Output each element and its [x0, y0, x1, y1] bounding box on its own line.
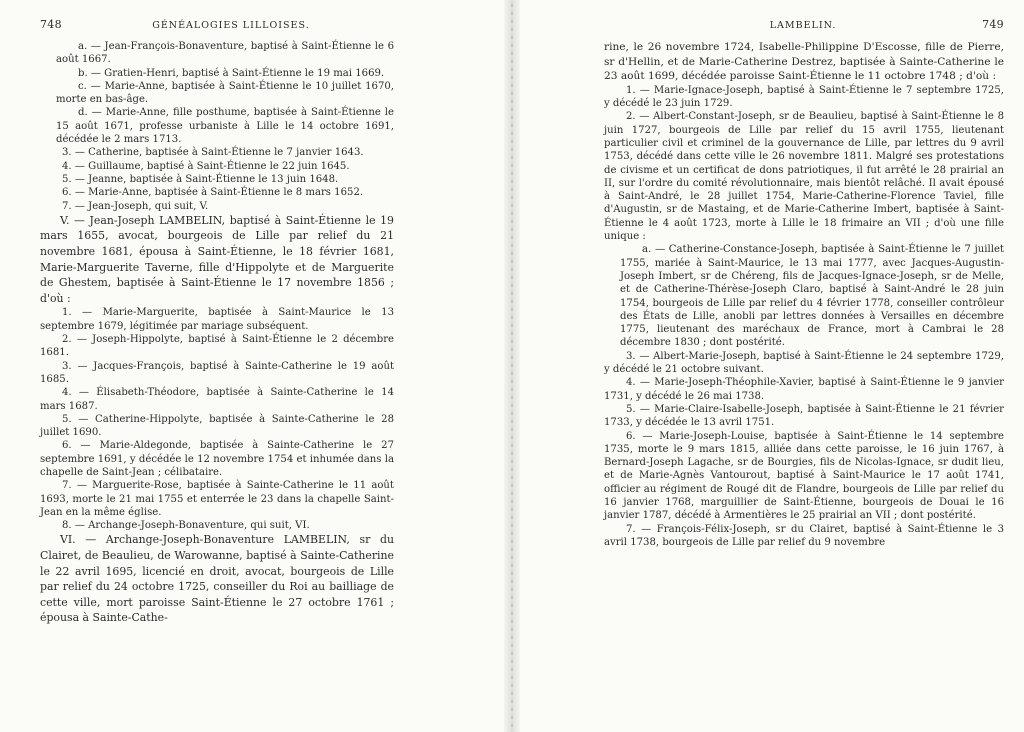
list-item: a. — Catherine-Constance-Joseph, baptisée à Saint-Étienne le 7 juillet 1755, mariée à Saint-Maurice, le 13 mai 1777, avec Jacques-Augustin-Joseph Imbert, sr de Chéreng, fils de Jacques-Ignace-Joseph, sr de Melle, et de Catherine-Thérèse-Joseph Claro, baptisé à Saint-André le 28 juin 1754, bourgeois de Lille par relief du 4 février 1778, conseiller contrôleur des États de Lille, anobli par lettres données à Versailles en décembre 1775, lieutenant des maréchaux de France, mort à Cambrai le 28 décembre 1830 ; dont postérité. [620, 244, 1004, 349]
list-item: 6. — Marie-Joseph-Louise, baptisée à Saint-Étienne le 14 septembre 1735, morte le 9 mars 1815, alliée dans cette paroisse, le 16 juin 1767, à Bernard-Joseph Lagache, sr de Bourgies, fils de Nicolas-Ignace, sr dudit lieu, et de Marie-Agnès Vantourout, baptisé à Saint-Maurice le 17 août 1741, officier au régiment de Rougé dit de Flandre, bourgeois de Lille par relief du 16 janvier 1768, marguillier de Saint-Étienne, bourgeois de Douai le 16 janvier 1787, décédé à Armentières le 25 prairial an VII ; dont postérité. [604, 430, 1004, 522]
list-item: 7. — Marguerite-Rose, baptisée à Sainte-Catherine le 11 août 1693, morte le 21 mai 1755 et enterrée le 23 dans la chapelle Saint-Jean en la même église. [40, 480, 394, 518]
page-number: 749 [982, 18, 1004, 31]
list-item: 1. — Marie-Ignace-Joseph, baptisé à Saint-Étienne le 7 septembre 1725, y décédé le 23 juin 1729. [604, 84, 1004, 110]
right-page [520, 0, 1024, 732]
generation-vi-paragraph: VI. — Archange-Joseph-Bonaventure LAMBELIN, sr du Clairet, de Beaulieu, de Warowanne, baptisé à Sainte-Catherine le 22 avril 1695, licencié en droit, avocat, bourgeois de Lille par relief du 24 octobre 1725, conseiller du Roi au bailliage de cette ville, mort paroisse Saint-Étienne le 27 octobre 1761 ; épousa à Sainte-Cathe- [40, 533, 394, 625]
list-item: 5. — Catherine-Hippolyte, baptisée à Sainte-Catherine le 28 juillet 1690. [40, 413, 394, 439]
left-page [0, 0, 504, 732]
list-item: 8. — Archange-Joseph-Bonaventure, qui suit, VI. [62, 520, 310, 532]
list-item: 5. — Marie-Claire-Isabelle-Joseph, baptisée à Saint-Étienne le 21 février 1733, y décédée le 13 avril 1751. [604, 403, 1004, 429]
list-item: 4. — Guillaume, baptisé à Saint-Étienne le 22 juin 1645. [62, 160, 350, 172]
list-item: 4. — Marie-Joseph-Théophile-Xavier, baptisé à Saint-Étienne le 9 janvier 1731, y décédé le 26 mai 1738. [604, 377, 1004, 402]
list-item: 1. — Marie-Marguerite, baptisée à Saint-Maurice le 13 septembre 1679, légitimée par mariage subséquent. [40, 307, 394, 332]
running-title: GÉNÉALOGIES LILLOISES. [152, 20, 310, 31]
left-page-header [40, 18, 420, 40]
list-item: b. — Gratien-Henri, baptisé à Saint-Étienne le 19 mai 1669. [78, 67, 385, 79]
list-item: 6. — Marie-Aldegonde, baptisée à Sainte-Catherine le 27 septembre 1691, y décédée le 12 novembre 1754 et inhumée dans la chapelle de Saint-Jean ; célibataire. [40, 440, 394, 478]
list-item: a. — Jean-François-Bonaventure, baptisé à Saint-Étienne le 6 août 1667. [56, 41, 394, 66]
list-item: 2. — Joseph-Hippolyte, baptisé à Saint-Étienne le 2 décembre 1681. [40, 334, 394, 359]
list-item: 3. — Jacques-François, baptisé à Sainte-Catherine le 19 août 1685. [40, 360, 394, 385]
running-title: LAMBELIN. [769, 20, 837, 31]
list-item: 2. — Albert-Constant-Joseph, sr de Beaulieu, baptisé à Saint-Étienne le 8 juin 1727, bourgeois de Lille par relief du 15 avril 1755, lieutenant particulier civil et criminel de la gouvernance de Lille, par lettres du 9 avril 1753, décédé dans cette ville le 26 novembre 1811. Malgré ses protestations de civisme et un certificat de dons patriotiques, il fut arrêté le 28 prairial an II, sur l'ordre du comité révolutionnaire, mais bientôt relâché. Il avait épousé à Saint-André, le 28 juillet 1754, Marie-Catherine-Florence Taviel, fille d'Augustin, sr de Mastaing, et de Marie-Catherine Imbert, baptisée à Saint-Étienne le 4 août 1723, morte à Lille le 18 frimaire an VII ; d'où une fille unique : [604, 111, 1004, 243]
list-item: 4. — Élisabeth-Théodore, baptisée à Sainte-Catherine le 14 mars 1687. [40, 387, 394, 412]
page-number: 748 [40, 18, 62, 31]
right-entries [604, 40, 1004, 549]
list-item: 3. — Albert-Marie-Joseph, baptisé à Saint-Étienne le 24 septembre 1729, y décédé le 21 octobre suivant. [604, 350, 1004, 376]
list-item: 7. — Jean-Joseph, qui suit, V. [62, 200, 209, 212]
left-entries [40, 40, 394, 626]
list-item: d. — Marie-Anne, fille posthume, baptisée à Saint-Étienne le 15 août 1671, professe urbaniste à Lille le 14 octobre 1691, décédée le 2 mars 1713. [56, 107, 394, 146]
generation-v-paragraph: V. — Jean-Joseph LAMBELIN, baptisé à Saint-Étienne le 19 mars 1655, avocat, bourgeois de Lille par relief du 21 novembre 1681, épousa à Saint-Étienne, le 18 février 1681, Marie-Marguerite Taverne, fille d'Hippolyte et de Marguerite de Ghestem, baptisée à Saint-Étienne le 17 novembre 1856 ; d'où : [40, 213, 394, 305]
list-item: 3. — Catherine, baptisée à Saint-Étienne le 7 janvier 1643. [62, 147, 364, 159]
list-item: c. — Marie-Anne, baptisée à Saint-Étienne le 10 juillet 1670, morte en bas-âge. [56, 80, 394, 106]
continuation-paragraph: rine, le 26 novembre 1724, Isabelle-Philippine D'Escosse, fille de Pierre, sr d'Hellin, et de Marie-Catherine Destrez, baptisée à Sainte-Catherine le 23 août 1699, décédée paroisse Saint-Étienne le 11 octobre 1748 ; d'où : [604, 41, 1004, 83]
right-page-header [604, 18, 1004, 40]
list-item: 6. — Marie-Anne, baptisée à Saint-Étienne le 8 mars 1652. [62, 187, 364, 199]
list-item: 7. — François-Félix-Joseph, sr du Clairet, baptisé à Saint-Étienne le 3 avril 1738, bourgeois de Lille par relief du 9 novembre [604, 523, 1004, 548]
gutter-shadow [511, 4, 513, 728]
list-item: 5. — Jeanne, baptisée à Saint-Étienne le 13 juin 1648. [62, 173, 339, 185]
